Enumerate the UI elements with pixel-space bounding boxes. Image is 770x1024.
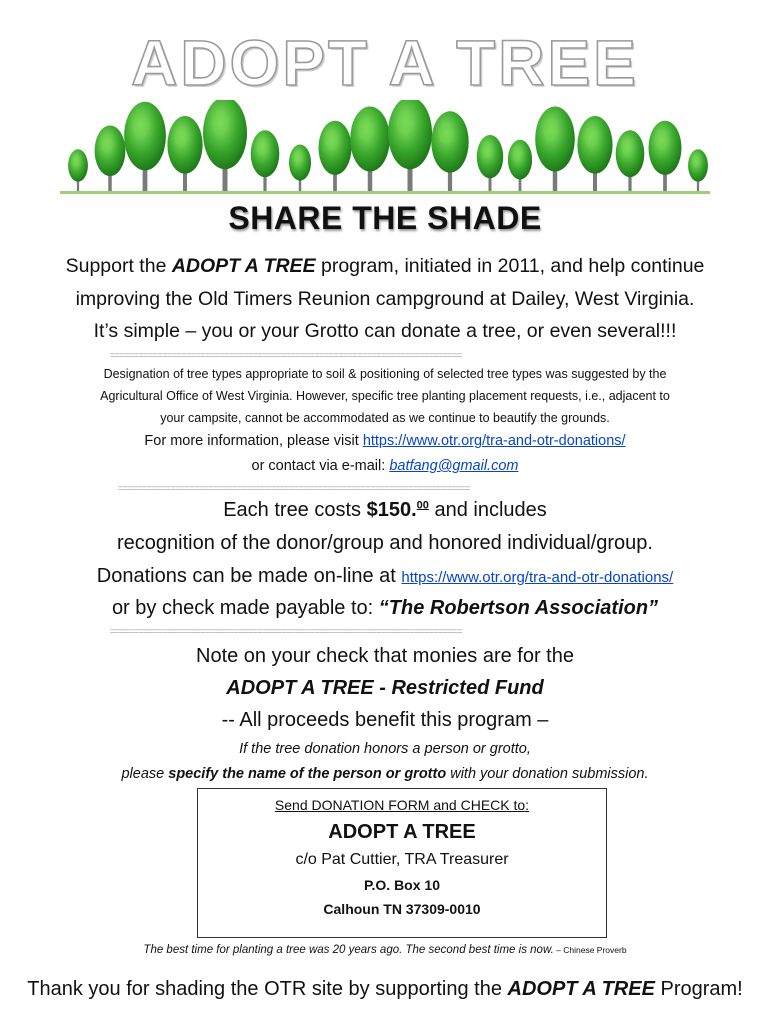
- contact-line: [0, 458, 770, 474]
- mail-recipient: ADOPT A TREE: [328, 821, 476, 843]
- ground-line: [60, 191, 710, 194]
- page-title: ADOPT A TREE: [131, 27, 639, 99]
- mail-po-box: P.O. Box 10: [363, 877, 440, 893]
- intro-text: program, initiated in 2011, and help continue: [315, 255, 705, 277]
- note-text: please: [121, 766, 169, 782]
- tree-price: $150.: [366, 499, 417, 521]
- note-text: with your donation submission.: [446, 766, 649, 782]
- check-payee: “The Robertson Association”: [378, 597, 659, 619]
- mail-care-of: c/o Pat Cuttier, TRA Treasurer: [295, 851, 509, 868]
- cost-text: and includes: [428, 499, 547, 521]
- mail-city: Calhoun TN 37309-0010: [323, 901, 481, 917]
- more-info-line: [0, 433, 770, 449]
- tree-icon: [167, 116, 202, 192]
- note-line-4: If the tree donation honors a person or grotto,: [239, 741, 531, 757]
- separator: ==========================================================================: [110, 350, 462, 360]
- designation-line-1: Designation of tree types appropriate to soil & positioning of selected tree types was suggested by the: [103, 367, 667, 381]
- recognition-line: recognition of the donor/group and honored individual/group.: [117, 532, 653, 554]
- separator: ==========================================================================: [118, 483, 470, 493]
- check-line: [0, 597, 770, 620]
- brand-name: ADOPT A TREE: [507, 978, 655, 1000]
- mail-heading: Send DONATION FORM and CHECK to:: [274, 797, 530, 813]
- online-donation-link[interactable]: https://www.otr.org/tra-and-otr-donations/: [401, 569, 674, 586]
- intro-line-3: It’s simple – you or your Grotto can donate a tree, or even several!!!: [93, 320, 677, 342]
- email-link[interactable]: batfang@gmail.com: [389, 458, 519, 474]
- tree-icon: [508, 140, 532, 192]
- brand-name: ADOPT A TREE: [171, 255, 316, 277]
- note-emphasis: specify the name of the person or grotto: [168, 766, 447, 782]
- designation-line-2: Agricultural Office of West Virginia. However, specific tree planting placement requests, i.e., adjacent to: [100, 389, 670, 403]
- intro-line-2: improving the Old Timers Reunion campground at Dailey, West Virginia.: [75, 288, 695, 310]
- proverb-attribution: – Chinese Proverb: [553, 945, 627, 955]
- proverb: [0, 944, 770, 956]
- designation-line-3: your campsite, cannot be accommodated as we continue to beautify the grounds.: [160, 411, 610, 425]
- tree-icon: [124, 102, 166, 192]
- tree-icon: [350, 107, 390, 193]
- note-line-3: -- All proceeds benefit this program –: [221, 709, 549, 731]
- tree-icon: [319, 121, 352, 192]
- tree-icon: [477, 135, 503, 192]
- check-text: or by check made payable to:: [111, 597, 379, 619]
- cost-text: Each tree costs: [223, 499, 367, 521]
- intro-text: Support the: [65, 255, 172, 277]
- tree-icon: [431, 111, 468, 192]
- footer-text: Thank you for shading the OTR site by supporting the: [27, 978, 508, 1000]
- footer-thanks: [0, 978, 770, 1001]
- page-subtitle: SHARE THE SHADE: [228, 200, 542, 236]
- proverb-quote: The best time for planting a tree was 20 years ago. The second best time is now.: [143, 944, 554, 956]
- tree-icon: [388, 100, 432, 192]
- more-info-text: For more information, please visit: [144, 433, 363, 449]
- note-line-1: Note on your check that monies are for the: [196, 645, 574, 667]
- note-line-5: [0, 766, 770, 782]
- tree-icon: [95, 126, 126, 193]
- tree-icon: [616, 130, 645, 192]
- donations-link[interactable]: https://www.otr.org/tra-and-otr-donations/: [362, 433, 626, 449]
- tree-icon: [68, 149, 88, 192]
- tree-icon: [289, 145, 311, 193]
- online-line: [0, 565, 770, 588]
- cost-line: [0, 499, 770, 522]
- tree-icon: [649, 121, 682, 192]
- tree-icon: [688, 149, 708, 192]
- separator: ==========================================================================: [110, 626, 462, 636]
- intro-line-1: [0, 255, 770, 278]
- brand-name: ADOPT A TREE: [226, 677, 374, 699]
- note-line-2: [0, 677, 770, 700]
- tree-icon: [203, 100, 247, 192]
- footer-text: Program!: [654, 978, 743, 1000]
- contact-text: or contact via e-mail:: [251, 458, 390, 474]
- mailing-address-box: [197, 788, 607, 938]
- tree-icon: [251, 130, 280, 192]
- tree-icon: [535, 107, 575, 193]
- tree-row-illustration: [60, 100, 710, 200]
- online-text: Donations can be made on-line at: [96, 565, 402, 587]
- tree-price-cents: 00: [416, 499, 429, 512]
- tree-icon: [577, 116, 612, 192]
- restricted-fund: - Restricted Fund: [373, 677, 544, 699]
